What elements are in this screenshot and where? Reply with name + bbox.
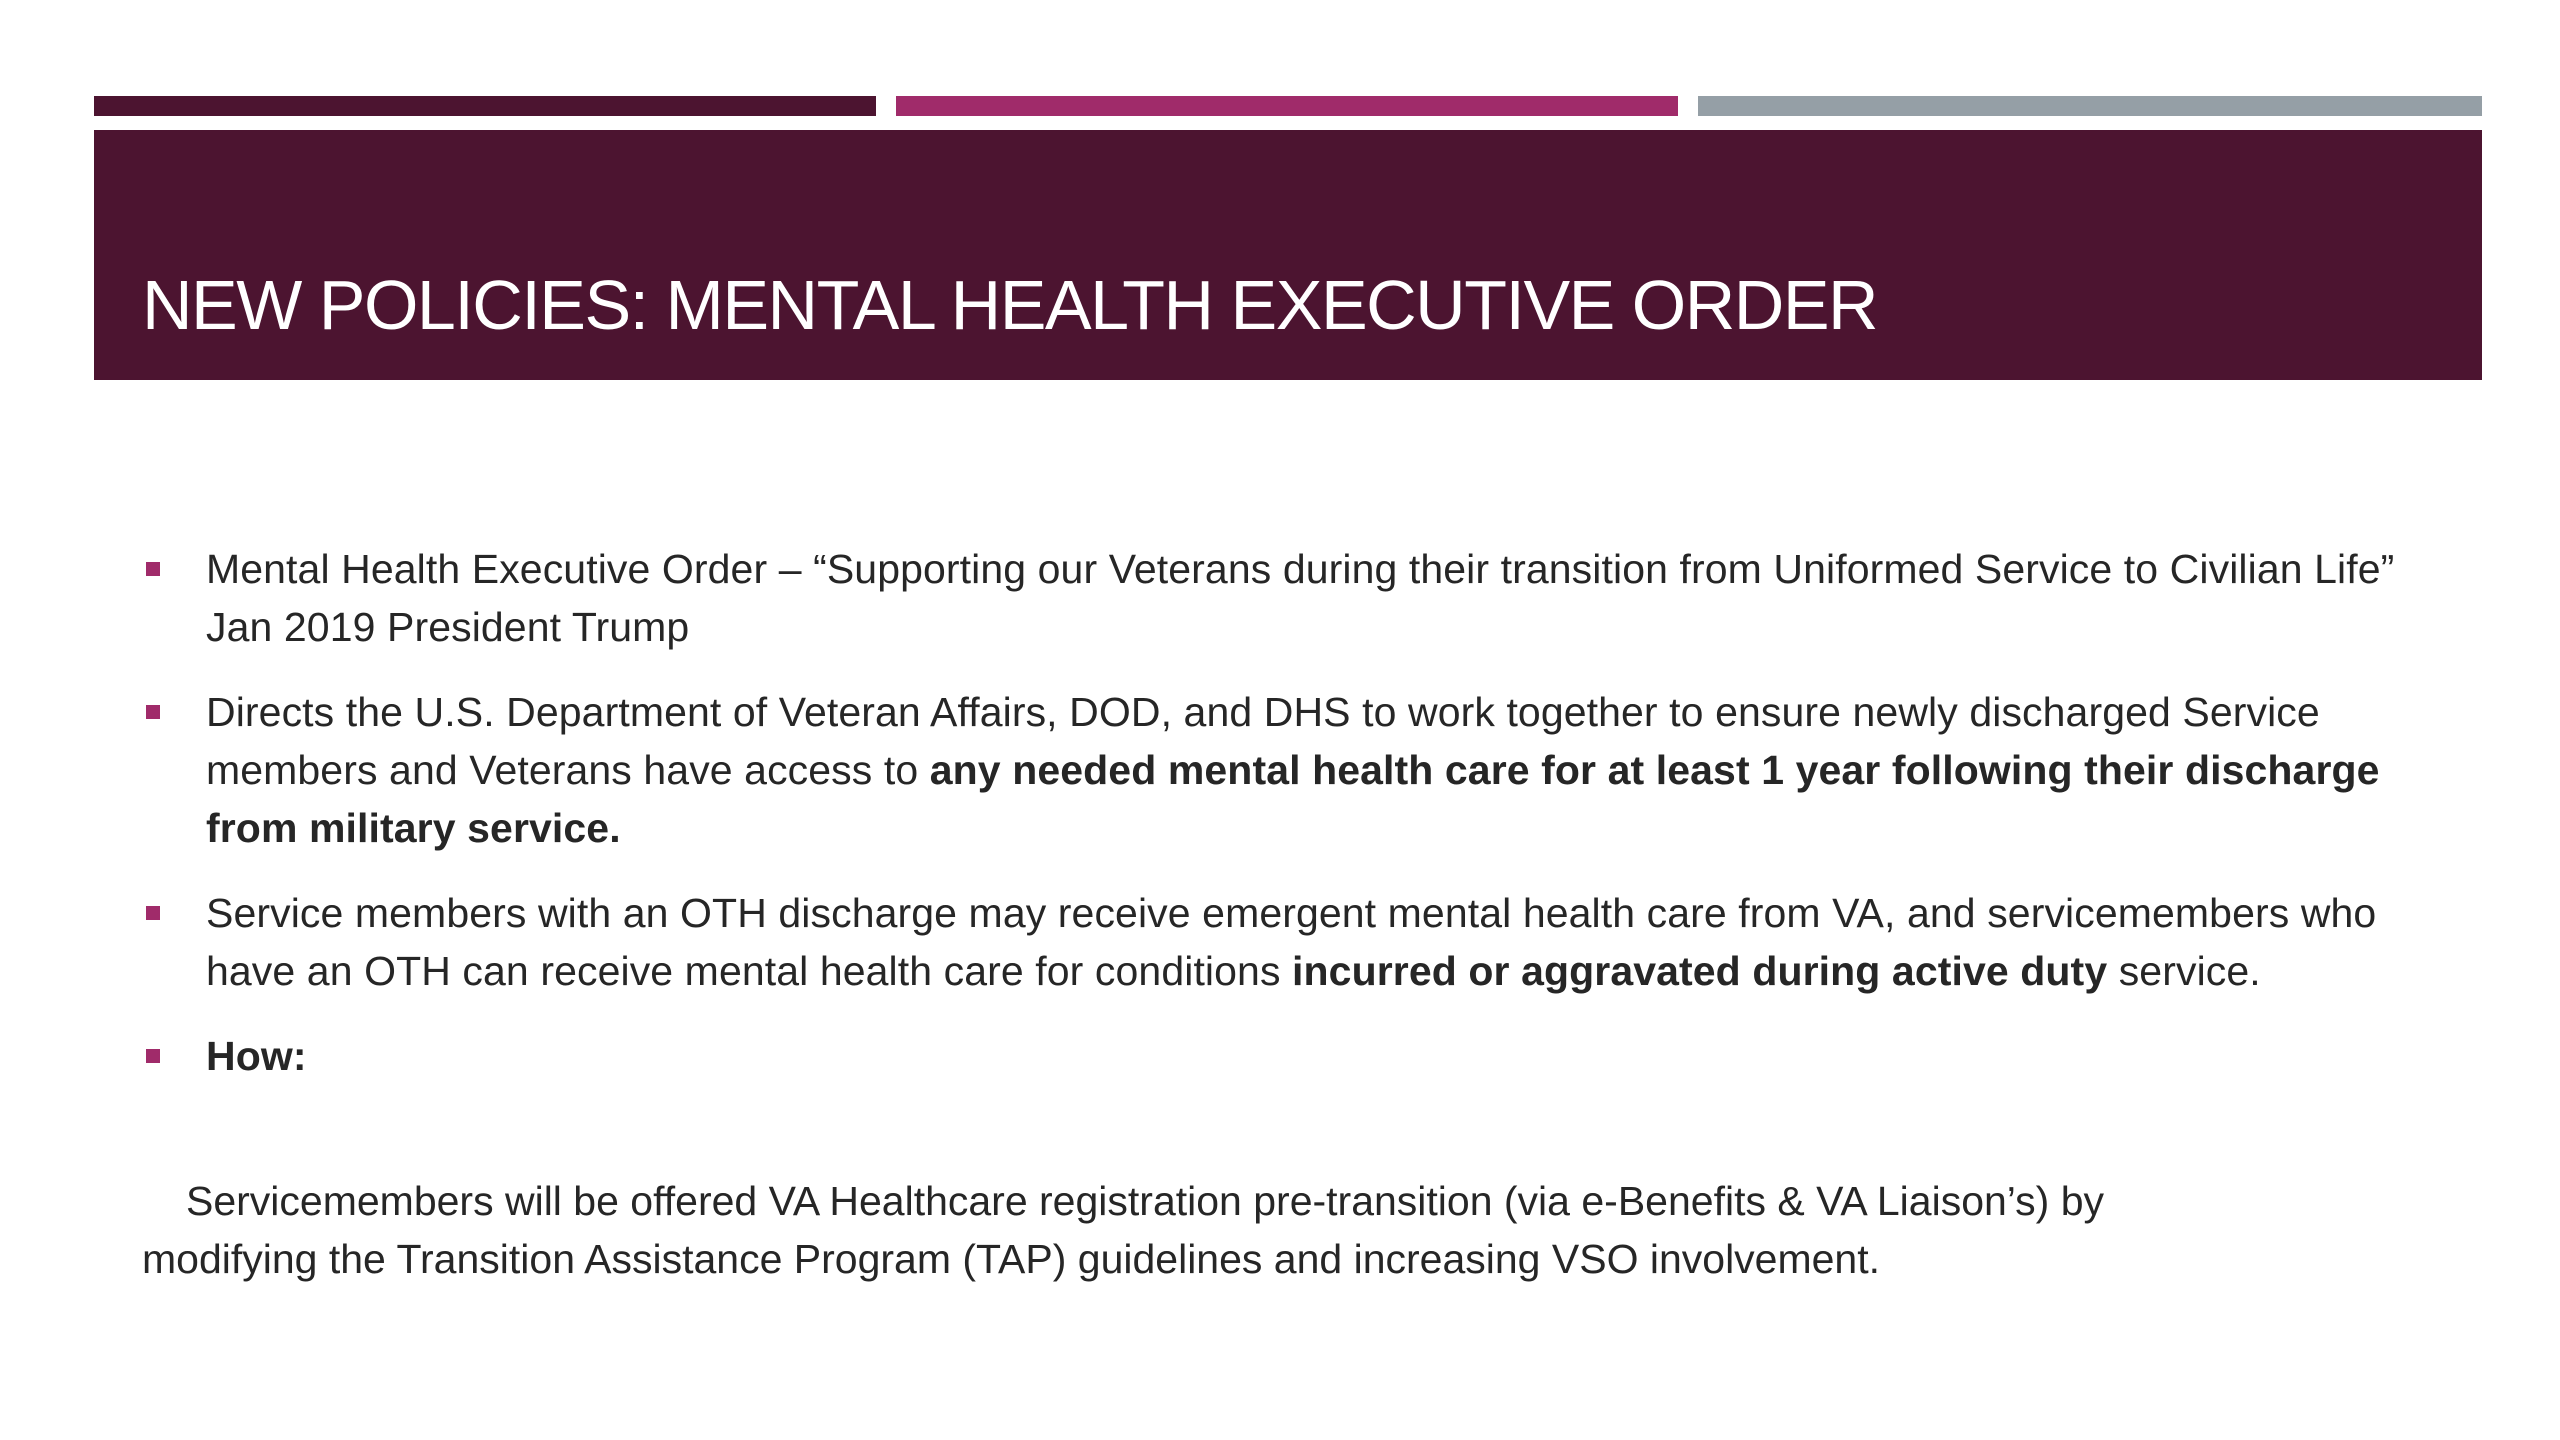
bullet-bold-text: incurred or aggravated during active duty — [1292, 948, 2108, 994]
accent-bar-middle — [896, 96, 1678, 116]
bullet-text: Directs the U.S. Department of Veteran Affairs, DOD, and DHS to work together to ensure newly discharged Service members and Veterans have access to — [206, 689, 2320, 793]
square-bullet-icon — [146, 1049, 160, 1063]
how-paragraph — [142, 1172, 2442, 1288]
bullet-item-how — [142, 1027, 2432, 1085]
accent-bars — [94, 96, 2482, 116]
square-bullet-icon — [146, 562, 160, 576]
bullet-list — [142, 540, 2432, 1085]
bullet-tail-text: service. — [2107, 948, 2261, 994]
slide-body — [142, 540, 2432, 1112]
square-bullet-icon — [146, 906, 160, 920]
bullet-item-oth — [142, 884, 2432, 1000]
bullet-bold-text: any needed mental health care for at least 1 year following their discharge from military service. — [206, 747, 2380, 851]
accent-bar-left — [94, 96, 876, 116]
how-line-1: Servicemembers will be offered VA Healthcare registration pre-transition (via e-Benefits & VA Liaison’s) by — [186, 1178, 2105, 1224]
how-line-2: modifying the Transition Assistance Program (TAP) guidelines and increasing VSO involvement. — [142, 1236, 1881, 1282]
bullet-text: Mental Health Executive Order – “Supporting our Veterans during their transition from Uniformed Service to Civilian Life” Jan 2019 President Trump — [206, 546, 2395, 650]
bullet-text: Service members with an OTH discharge may receive emergent mental health care from VA, and servicemembers who have an OTH can receive mental health care for conditions — [206, 890, 2377, 994]
title-band — [94, 130, 2482, 380]
bullet-item-directs — [142, 683, 2432, 857]
slide-title: NEW POLICIES: MENTAL HEALTH EXECUTIVE ORDER — [142, 266, 1878, 344]
bullet-item-order — [142, 540, 2432, 656]
square-bullet-icon — [146, 705, 160, 719]
accent-bar-right — [1698, 96, 2482, 116]
bullet-how-heading: How: — [206, 1033, 307, 1079]
